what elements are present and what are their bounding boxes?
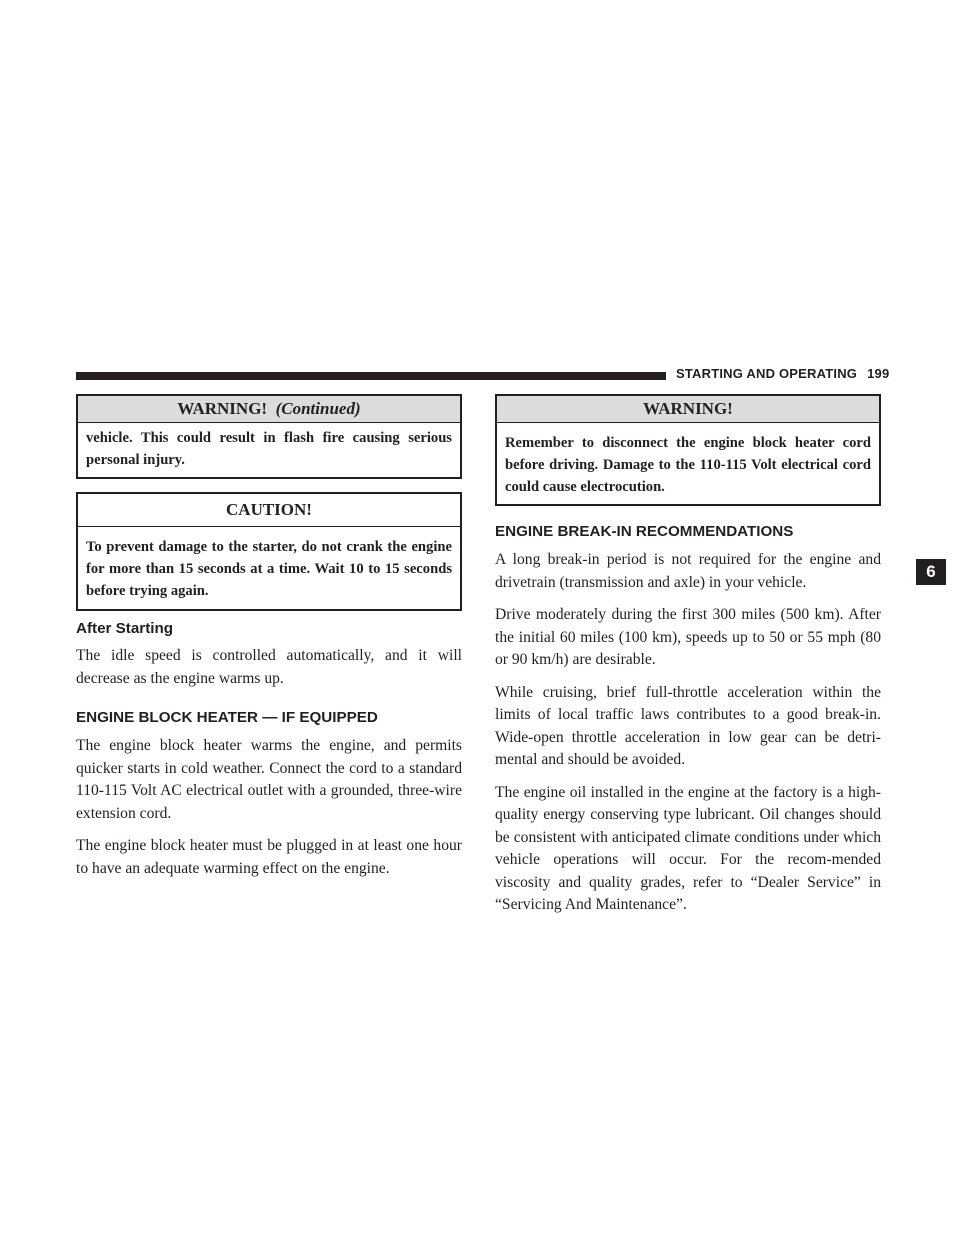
caution-box: [76, 492, 462, 611]
block-heater-heading: ENGINE BLOCK HEATER — IF EQUIPPED: [76, 709, 378, 726]
warning-box: [495, 394, 881, 506]
running-header: [676, 366, 889, 381]
page-number: 199: [867, 366, 890, 381]
header-rule: [76, 372, 666, 380]
warning-continued-box: [76, 394, 462, 479]
break-in-paragraph-1: A long break-in period is not required for the engine and drivetrain (transmission and axle) in your vehicle.: [495, 551, 881, 591]
continued-label: (Continued): [275, 399, 361, 418]
break-in-paragraph-2: Drive moderately during the first 300 miles (500 km). After the initial 60 miles (100 km), speeds up to 50 or 55 mph (80 or 90 km/h) are desirable.: [495, 606, 881, 668]
block-heater-paragraph-2: The engine block heater must be plugged in at least one hour to have an adequate warming effect on the engine.: [76, 837, 462, 877]
block-heater-paragraph-1: The engine block heater warms the engine, and permits quicker starts in cold weather. Connect the cord to a standard 110-115 Volt AC electrical outlet with a grounded, three-wire extension cord.: [76, 737, 462, 822]
chapter-tab: 6: [916, 559, 946, 585]
warning-text: Remember to disconnect the engine block heater cord before driving. Damage to the 110-115 Volt electrical cord could cause electrocution.: [505, 435, 871, 495]
after-starting-paragraph: The idle speed is controlled automatically, and it will decrease as the engine warms up.: [76, 647, 462, 687]
warning-title: WARNING!: [497, 396, 879, 423]
warning-continued-title: WARNING! (Continued): [78, 396, 460, 423]
break-in-heading: ENGINE BREAK-IN RECOMMENDATIONS: [495, 523, 794, 540]
after-starting-heading: After Starting: [76, 620, 174, 637]
right-column: [495, 394, 881, 917]
break-in-paragraph-4: The engine oil installed in the engine at the factory is a high-quality energy conserving type lubricant. Oil changes should be consistent with anticipated climate conditions under which vehicle operations will occur. For the recom-mended viscosity and quality grades, refer to “Dealer Service” in “Servicing And Maintenance”.: [495, 783, 881, 913]
warning-continued-text: vehicle. This could result in flash fire causing serious personal injury.: [86, 430, 452, 468]
section-title: STARTING AND OPERATING: [676, 366, 858, 381]
caution-text: To prevent damage to the starter, do not crank the engine for more than 15 seconds at a time. Wait 10 to 15 seconds before trying again.: [86, 539, 452, 599]
left-column: [76, 394, 462, 880]
break-in-paragraph-3: While cruising, brief full-throttle acceleration within the limits of local traffic laws contributes to a good break-in. Wide-open throttle acceleration in low gear can be detri-mental and should be avoided.: [495, 683, 881, 768]
caution-title: CAUTION!: [78, 494, 460, 527]
